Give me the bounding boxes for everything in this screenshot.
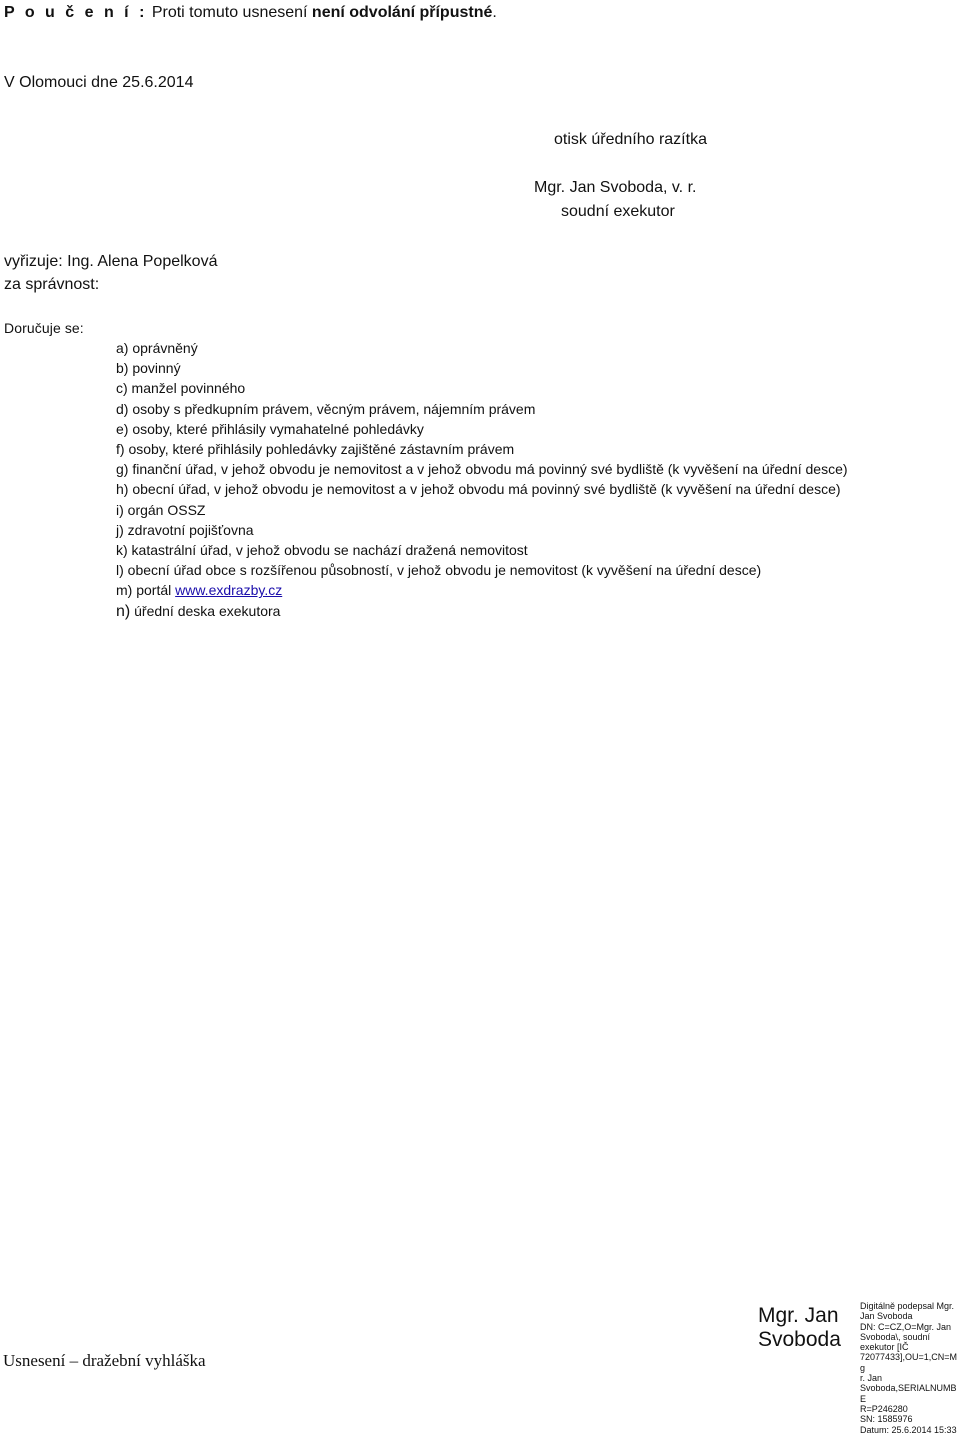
poucen-bold-text: není odvolání přípustné — [311, 4, 493, 21]
executor-title: soudní exekutor — [561, 203, 675, 220]
list-item: f) osoby, které přihlásily pohledávky zajištěné zástavním právem — [116, 441, 515, 458]
poucen-line — [4, 4, 497, 22]
signature-line: Jan Svoboda — [860, 1311, 913, 1322]
executor-name: Mgr. Jan Svoboda, v. r. — [534, 179, 697, 196]
portal-link[interactable]: www.exdrazby.cz — [175, 582, 283, 599]
list-item: e) osoby, které přihlásily vymahatelné pohledávky — [116, 420, 424, 437]
correctness-label: za správnost: — [4, 276, 100, 293]
signature-line: R=P246280 — [860, 1403, 908, 1414]
signature-line: 72077433],OU=1,CN=Mg — [860, 1352, 958, 1373]
list-item: a) oprávněný — [116, 340, 198, 356]
list-item-portal — [116, 580, 896, 600]
portal-prefix: m) portál — [116, 582, 176, 599]
list-item: i) orgán OSSZ — [116, 501, 206, 518]
signature-line: r. Jan — [860, 1373, 883, 1384]
signer-name-line1: Mgr. Jan — [758, 1304, 839, 1327]
stamp-note: otisk úředního razítka — [554, 131, 707, 148]
list-item: j) zdravotní pojišťovna — [116, 521, 254, 538]
poucen-text: Proti tomuto usnesení — [147, 4, 312, 21]
list-item: c) manžel povinného — [116, 380, 246, 397]
signature-line: Digitálně podepsal Mgr. — [860, 1301, 955, 1311]
digital-signature-block — [860, 1301, 960, 1435]
list-item: h) obecní úřad, v jehož obvodu je nemovitost a v jehož obvodu má povinný své bydliště (k vyvěšení na úřední desce) — [116, 481, 841, 498]
list-item-last — [116, 601, 896, 622]
handled-by: vyřizuje: Ing. Alena Popelková — [4, 253, 218, 270]
delivery-list — [116, 338, 896, 622]
list-item: g) finanční úřad, v jehož obvodu je nemovitost a v jehož obvodu má povinný své bydliště (k vyvěšení na úřední desce) — [116, 461, 848, 478]
place-date: V Olomouci dne 25.6.2014 — [4, 74, 194, 91]
signer-name-line2: Svoboda — [758, 1328, 841, 1351]
signature-line: SN: 1585976 — [860, 1414, 913, 1425]
last-prefix: n) — [116, 602, 131, 620]
list-item: d) osoby s předkupním právem, věcným právem, nájemním právem — [116, 400, 536, 417]
delivery-label: Doručuje se: — [4, 320, 84, 336]
signature-line: Svoboda,SERIALNUMBE — [860, 1383, 957, 1404]
signature-line: DN: C=CZ,O=Mgr. Jan — [860, 1321, 952, 1332]
poucen-label: P o u č e n í : — [4, 4, 148, 21]
signature-line: Datum: 25.6.2014 15:33 — [860, 1424, 957, 1435]
list-item: k) katastrální úřad, v jehož obvodu se nachází dražená nemovitost — [116, 542, 528, 559]
last-text: úřední deska exekutora — [130, 602, 281, 619]
list-item: b) povinný — [116, 360, 181, 377]
list-item: l) obecní úřad obce s rozšířenou působností, v jehož obvodu je nemovitost (k vyvěšení na úřední desce) — [116, 562, 762, 579]
signature-line: Svoboda\, soudní — [860, 1331, 931, 1342]
document-title: Usnesení – dražební vyhláška — [3, 1351, 206, 1370]
poucen-end: . — [492, 4, 497, 21]
signature-line: exekutor [IČ — [860, 1342, 909, 1353]
